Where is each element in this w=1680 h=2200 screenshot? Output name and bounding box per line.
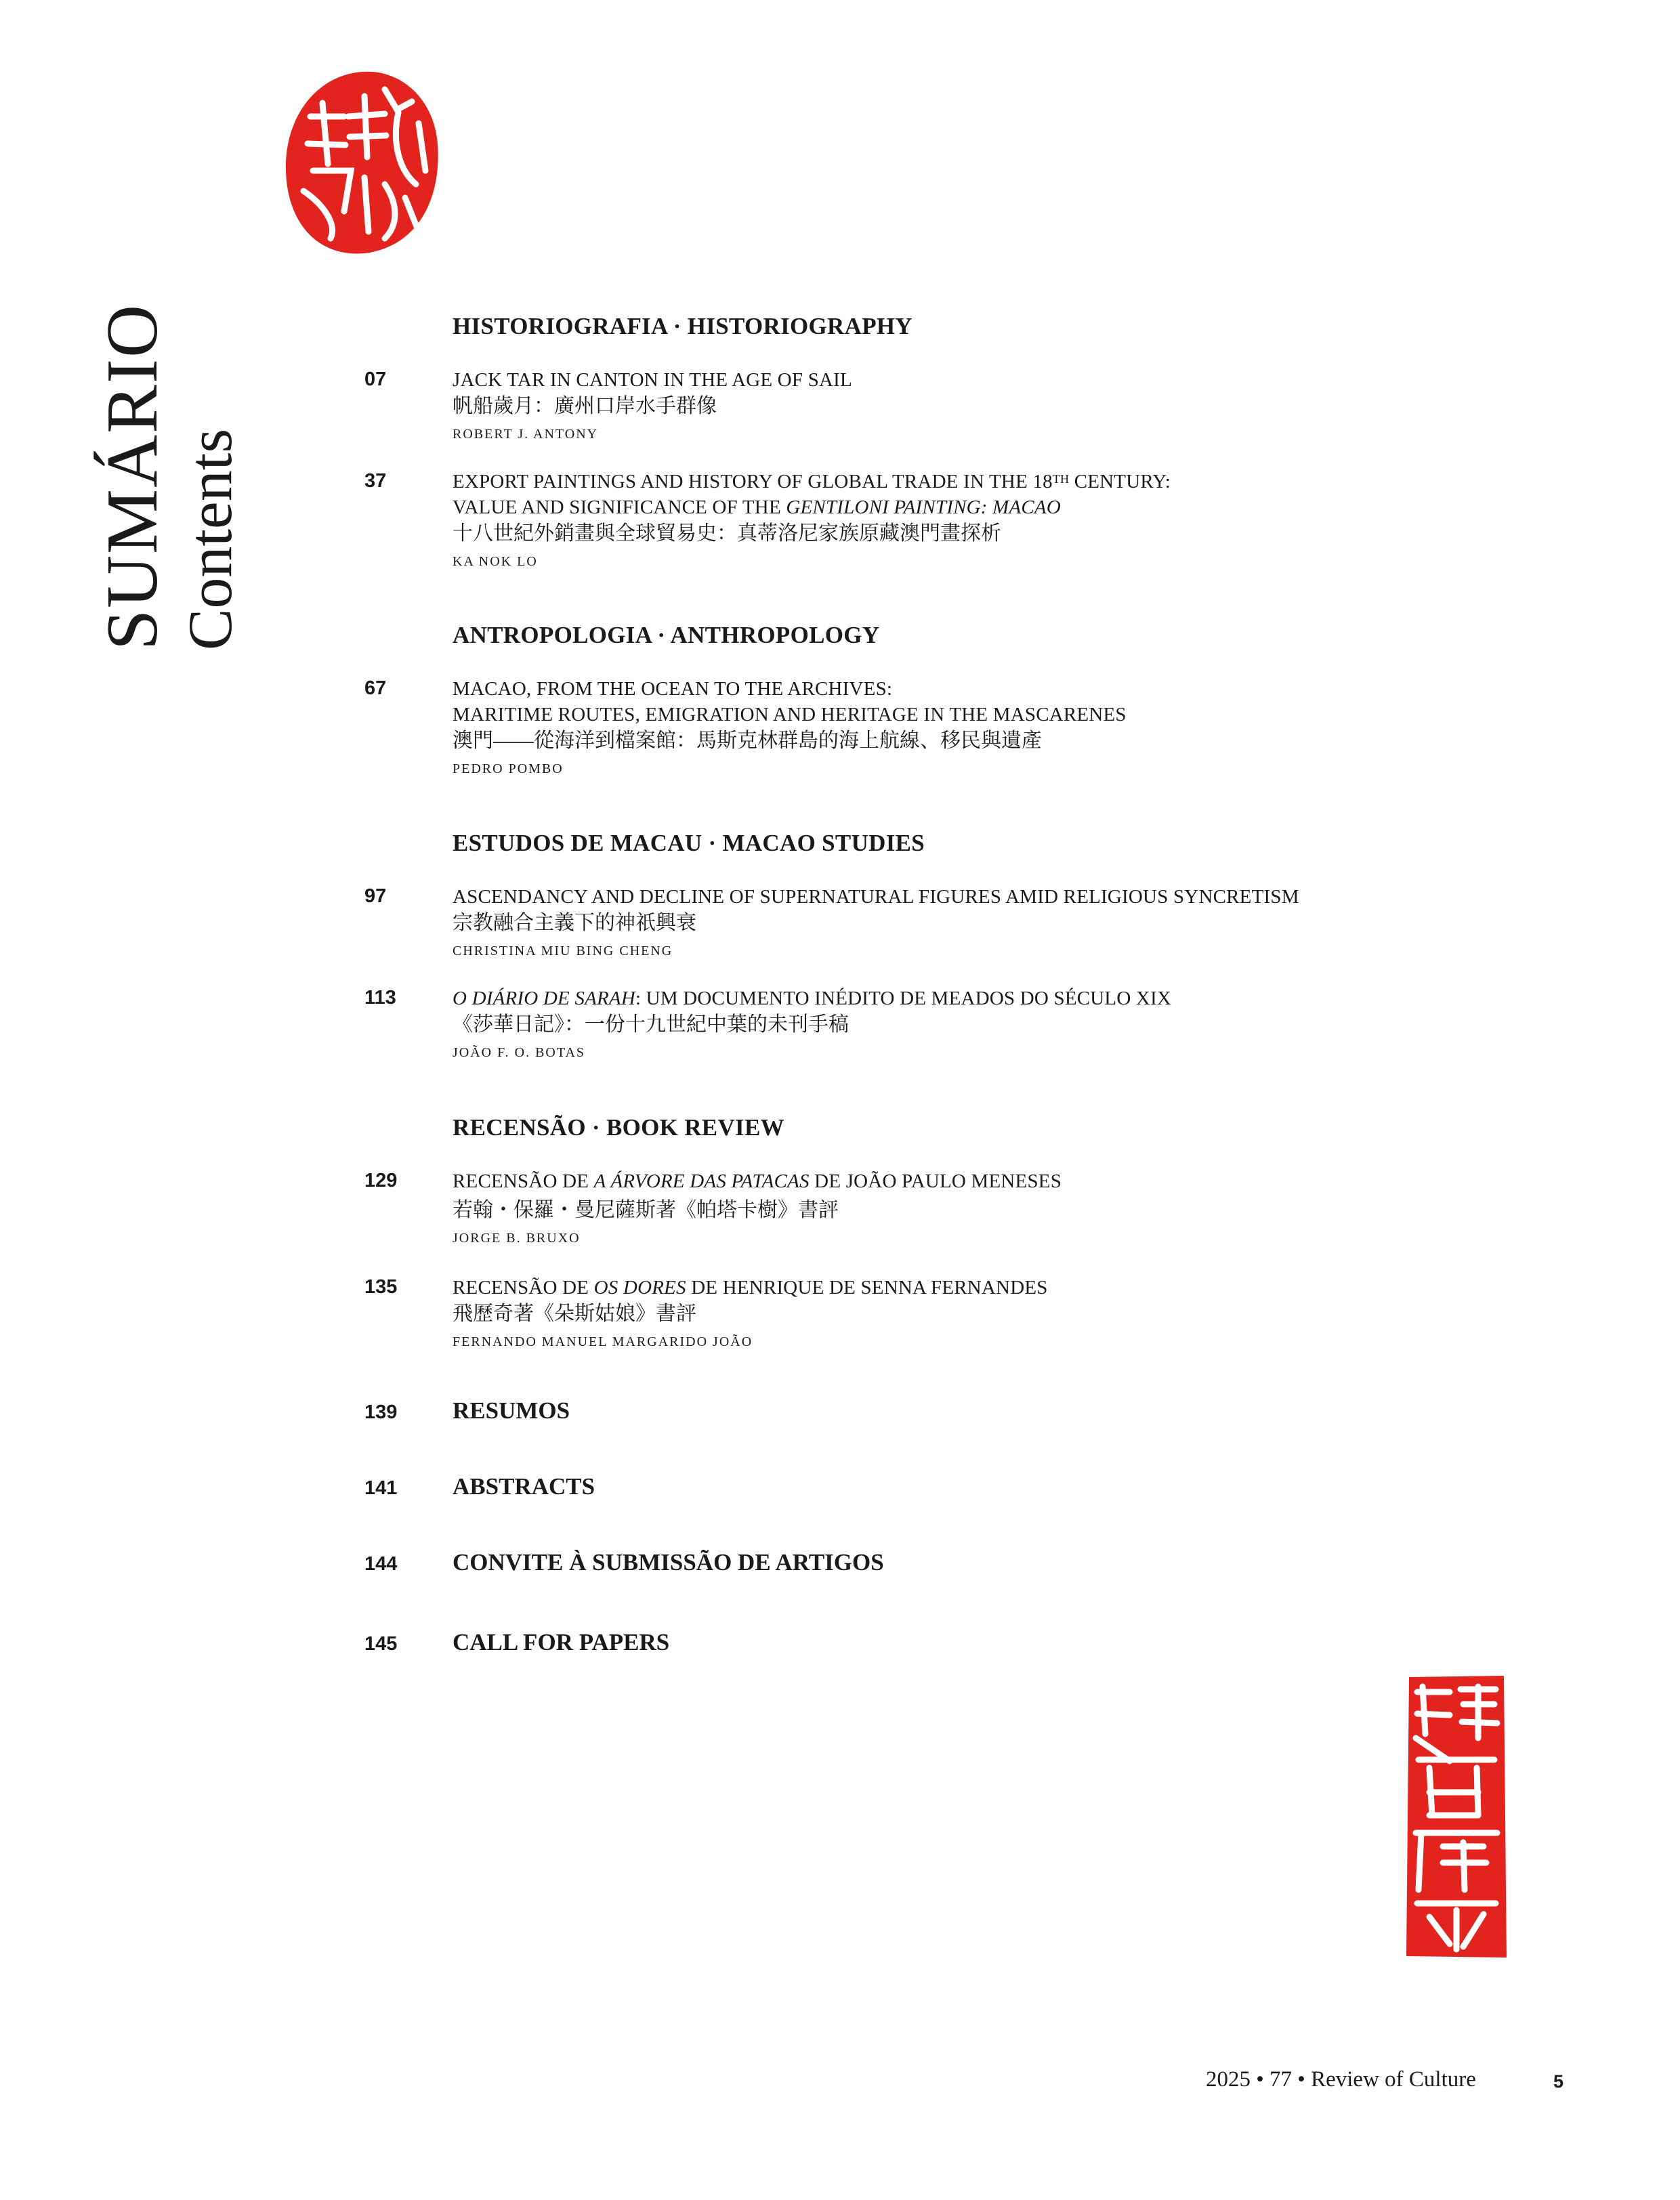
entry-author: FERNANDO MANUEL MARGARIDO JOÃO — [453, 1334, 753, 1349]
entry-title: ASCENDANCY AND DECLINE OF SUPERNATURAL FIGURES AMID RELIGIOUS SYNCRETISM — [453, 886, 1299, 908]
entry-title-chinese: 十八世紀外銷畫與全球貿易史：真蒂洛尼家族原藏澳門畫探析 — [453, 522, 1001, 545]
entry-title-chinese: 飛歷奇著《朵斯姑娘》書評 — [453, 1303, 696, 1325]
section-heading: HISTORIOGRAFIA · HISTORIOGRAPHY — [453, 313, 912, 339]
entry-page-number: 113 — [364, 987, 396, 1009]
entry-author: ROBERT J. ANTONY — [453, 427, 599, 442]
title-sub: Contents — [175, 428, 245, 650]
entry-title-chinese: 帆船歲月：廣州口岸水手群像 — [453, 395, 717, 417]
entry-author: PEDRO POMBO — [453, 761, 564, 776]
item-page-number: 145 — [364, 1633, 398, 1655]
entry-title: O DIÁRIO DE SARAH: UM DOCUMENTO INÉDITO DE MEADOS DO SÉCULO XIX — [453, 988, 1172, 1009]
section-heading: ESTUDOS DE MACAU · MACAO STUDIES — [453, 830, 925, 856]
entry-title-line1: MACAO, FROM THE OCEAN TO THE ARCHIVES: — [453, 678, 893, 700]
entry-title-line1: EXPORT PAINTINGS AND HISTORY OF GLOBAL TRADE IN THE 18TH CENTURY: — [453, 471, 1171, 492]
section-heading: RECENSÃO · BOOK REVIEW — [453, 1114, 784, 1141]
entry-title: RECENSÃO DE A ÁRVORE DAS PATACAS DE JOÃO PAULO MENESES — [453, 1170, 1062, 1192]
entry-title-line2: MARITIME ROUTES, EMIGRATION AND HERITAGE IN THE MASCARENES — [453, 704, 1127, 725]
entry-author: JOÃO F. O. BOTAS — [453, 1045, 586, 1060]
entry-title-chinese: 宗教融合主義下的神祇興衰 — [453, 912, 696, 934]
contents-vertical-title — [92, 41, 251, 650]
entry-title: RECENSÃO DE OS DORES DE HENRIQUE DE SENNA FERNANDES — [453, 1277, 1048, 1298]
entry-author: JORGE B. BRUXO — [453, 1231, 581, 1246]
item-page-number: 144 — [364, 1553, 398, 1575]
top-seal-stamp — [283, 69, 440, 256]
item-title: CONVITE À SUBMISSÃO DE ARTIGOS — [453, 1549, 884, 1575]
entry-page-number: 129 — [364, 1170, 398, 1191]
entry-page-number: 07 — [364, 368, 387, 390]
entry-page-number: 97 — [364, 885, 387, 907]
entry-title-chinese: 若翰・保羅・曼尼薩斯著《帕塔卡樹》書評 — [453, 1199, 839, 1221]
entry-page-number: 37 — [364, 470, 387, 492]
item-title: ABSTRACTS — [453, 1473, 595, 1500]
entry-title-chinese: 《莎華日記》：一份十九世紀中葉的未刊手稿 — [453, 1013, 849, 1036]
entry-page-number: 135 — [364, 1276, 398, 1298]
section-heading: ANTROPOLOGIA · ANTHROPOLOGY — [453, 622, 880, 648]
bottom-seal-stamp — [1402, 1673, 1509, 1960]
entry-author: CHRISTINA MIU BING CHENG — [453, 944, 673, 958]
item-page-number: 139 — [364, 1401, 398, 1423]
page-number: 5 — [1553, 2071, 1564, 2092]
entry-author: KA NOK LO — [453, 554, 538, 569]
item-title: RESUMOS — [453, 1397, 570, 1424]
entry-page-number: 67 — [364, 677, 387, 699]
footer-issue-info: 2025 • 77 • Review of Culture — [1206, 2067, 1476, 2092]
entry-title-line2: VALUE AND SIGNIFICANCE OF THE GENTILONI PAINTING: MACAO — [453, 496, 1061, 518]
item-page-number: 141 — [364, 1477, 398, 1499]
entry-title-chinese: 澳門——從海洋到檔案館：馬斯克林群島的海上航線、移民與遺產 — [453, 729, 1042, 752]
entry-title: JACK TAR IN CANTON IN THE AGE OF SAIL — [453, 369, 852, 391]
title-main: SUMÁRIO — [92, 303, 173, 650]
item-title: CALL FOR PAPERS — [453, 1629, 670, 1655]
seal-text: 文化雜誌 — [1456, 1808, 1458, 1809]
